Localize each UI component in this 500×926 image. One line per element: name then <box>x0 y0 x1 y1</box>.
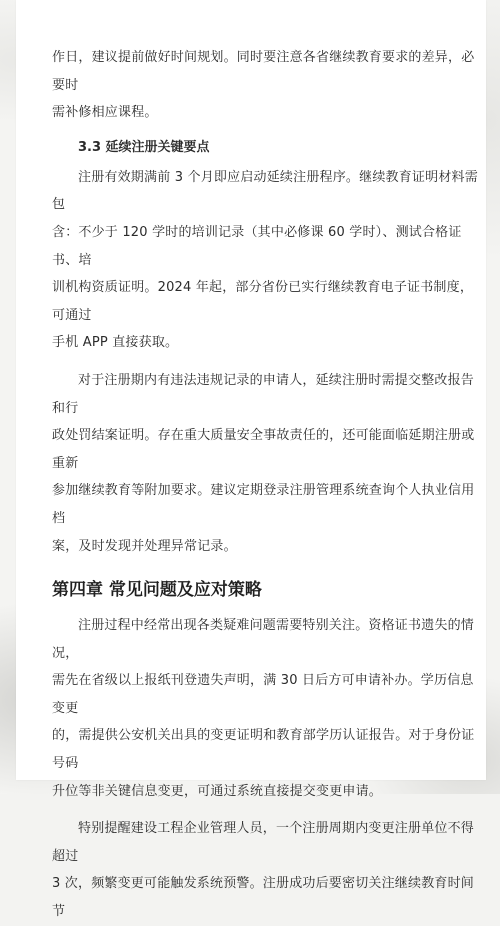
text-line: 升位等非关键信息变更，可通过系统直接提交变更申请。 <box>52 783 383 799</box>
text-line: 对于注册期内有违法违规记录的申请人，延续注册时需提交整改报告和行 <box>52 372 475 416</box>
text-line: 参加继续教育等附加要求。建议定期登录注册管理系统查询个人执业信用档 <box>52 483 475 526</box>
text-line: 需补修相应课程。 <box>52 105 158 121</box>
text-line: 特别提醒建设工程企业管理人员，一个注册周期内变更注册单位不得超过 <box>52 821 475 864</box>
text-line: 训机构资质证明。2024 年起，部分省份已实行继续教育电子证书制度，可通过 <box>52 280 474 323</box>
paragraph <box>52 164 480 357</box>
document-content <box>52 44 480 926</box>
section-heading: 3.3 延续注册关键要点 <box>78 139 210 155</box>
text-line: 注册过程中经常出现各类疑难问题需要特别关注。资格证书遗失的情况， <box>52 618 475 661</box>
paragraph <box>52 815 480 925</box>
paragraph <box>52 367 480 560</box>
text-line: 需先在省级以上报纸刊登遗失声明，满 30 日后方可申请补办。学历信息变更 <box>52 673 474 716</box>
chapter-heading: 第四章 常见问题及应对策略 <box>52 580 262 601</box>
text-line: 含：不少于 120 学时的培训记录（其中必修课 60 学时）、测试合格证书、培 <box>52 224 462 268</box>
text-line: 作日，建议提前做好时间规划。同时要注意各省继续教育要求的差异，必要时 <box>52 50 475 93</box>
text-line: 注册有效期满前 3 个月即应启动延续注册程序。继续教育证明材料需包 <box>52 169 478 213</box>
text-line: 案，及时发现并处理异常记录。 <box>52 538 237 554</box>
text-line: 政处罚结案证明。存在重大质量安全事故责任的，还可能面临延期注册或重新 <box>52 428 475 471</box>
paragraph-continuation <box>52 44 480 127</box>
text-line: 手机 APP 直接获取。 <box>52 335 179 351</box>
text-line: 3 次，频繁变更可能触发系统预警。注册成功后要密切关注继续教育时间节 <box>52 876 475 920</box>
document-page <box>16 0 486 920</box>
paragraph <box>52 612 480 805</box>
text-line: 的，需提供公安机关出具的变更证明和教育部学历认证报告。对于身份证号码 <box>52 728 475 772</box>
